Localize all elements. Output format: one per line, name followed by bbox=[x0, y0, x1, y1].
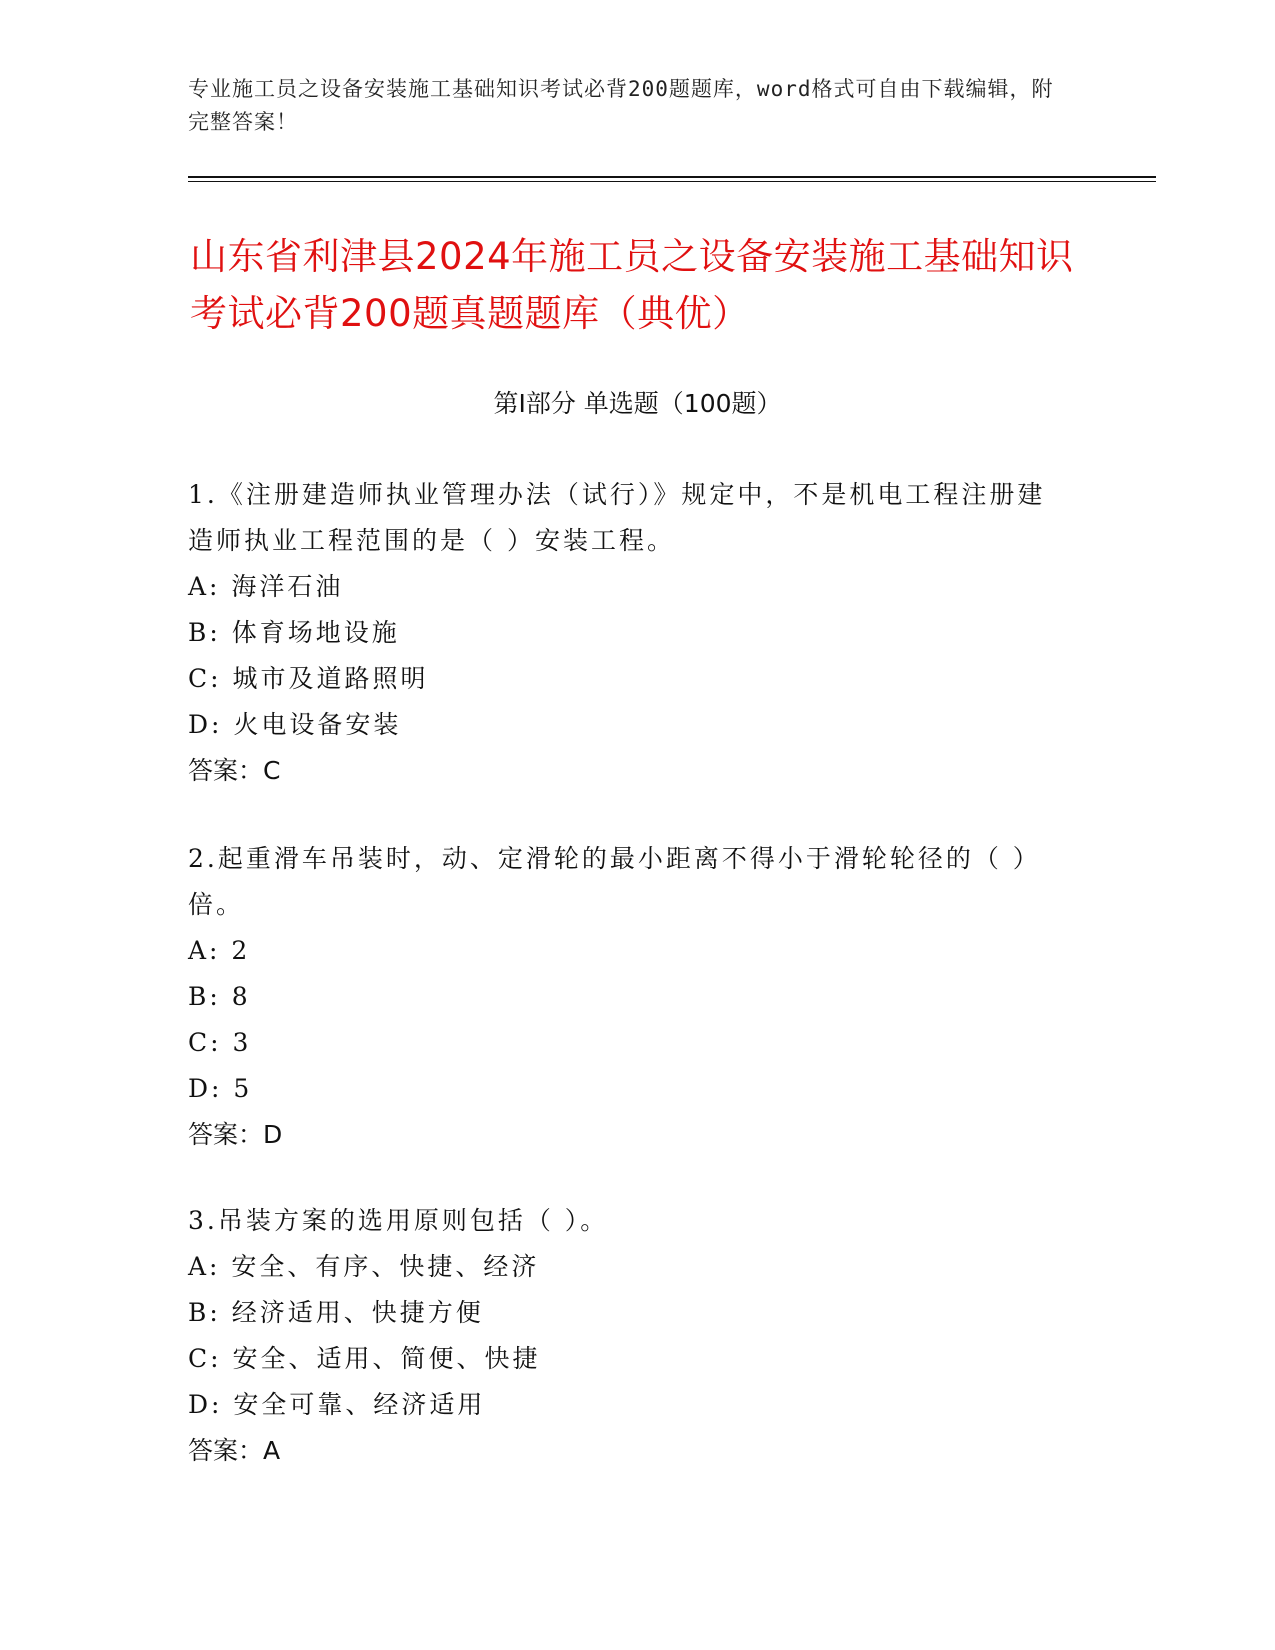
answer: 答案：D bbox=[188, 1120, 283, 1149]
header-divider-thin bbox=[188, 181, 1156, 182]
question-1 bbox=[188, 472, 1068, 794]
header-note: 专业施工员之设备安装施工基础知识考试必背200题题库，word格式可自由下载编辑，附完整答案！ bbox=[188, 77, 1054, 134]
option-b: B: 经济适用、快捷方便 bbox=[188, 1298, 484, 1327]
answer: 答案：C bbox=[188, 756, 281, 785]
option-a: A: 2 bbox=[188, 936, 251, 965]
option-b: B: 体育场地设施 bbox=[188, 618, 400, 647]
question-stem: 1.《注册建造师执业管理办法（试行）》规定中，不是机电工程注册建造师执业工程范围的是（ ）安装工程。 bbox=[188, 480, 1046, 555]
option-c: C: 安全、适用、简便、快捷 bbox=[188, 1344, 541, 1373]
option-d: D: 安全可靠、经济适用 bbox=[188, 1390, 486, 1419]
header-divider-thick bbox=[188, 176, 1156, 178]
question-stem: 3.吊装方案的选用原则包括（ ）。 bbox=[188, 1206, 609, 1235]
question-3 bbox=[188, 1198, 1068, 1474]
question-2 bbox=[188, 836, 1068, 1158]
section-title: 第I部分 单选题（100题） bbox=[493, 389, 782, 418]
option-d: D: 火电设备安装 bbox=[188, 710, 402, 739]
answer: 答案：A bbox=[188, 1436, 281, 1465]
option-c: C: 城市及道路照明 bbox=[188, 664, 429, 693]
option-a: A: 安全、有序、快捷、经济 bbox=[188, 1252, 540, 1281]
question-stem: 2.起重滑车吊装时，动、定滑轮的最小距离不得小于滑轮轮径的（ ）倍。 bbox=[188, 844, 1041, 919]
option-a: A: 海洋石油 bbox=[188, 572, 344, 601]
option-b: B: 8 bbox=[188, 982, 251, 1011]
option-c: C: 3 bbox=[188, 1028, 252, 1057]
document-title: 山东省利津县2024年施工员之设备安装施工基础知识考试必背200题真题题库（典优） bbox=[190, 235, 1074, 335]
option-d: D: 5 bbox=[188, 1074, 253, 1103]
